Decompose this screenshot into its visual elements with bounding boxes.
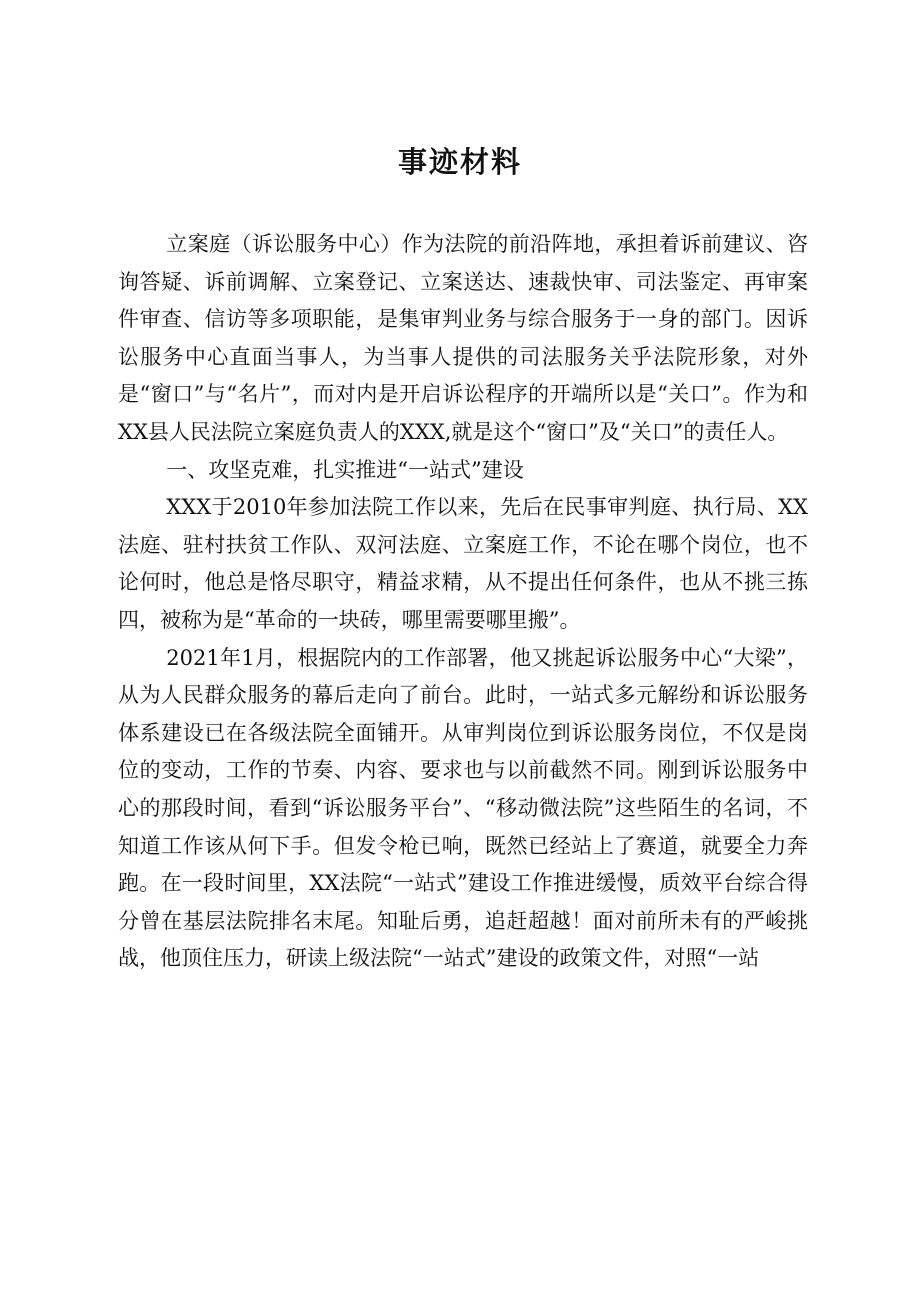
- section-heading-1: 一、攻坚克难，扎实推进“一站式”建设: [166, 457, 524, 482]
- document-body: [118, 226, 808, 978]
- document-title: 事迹材料: [397, 145, 522, 179]
- paragraph-intro: 立案庭（诉讼服务中心）作为法院的前沿阵地，承担着诉前建议、咨询答疑、诉前调解、立案登记、立案送达、速裁快审、司法鉴定、再审案件审查、信访等多项职能，是集审判业务与综合服务于一身的部门。因诉讼服务中心直面当事人，为当事人提供的司法服务关乎法院形象，对外是“窗口”与“名片”，而对内是开启诉讼程序的开端所以是“关口”。作为和XX县人民法院立案庭负责人的XXX,就是这个“窗口”及“关口”的责任人。: [118, 232, 808, 444]
- paragraph-2021: 2021年1月，根据院内的工作部署，他又挑起诉讼服务中心“大梁”，从为人民群众服务的幕后走向了前台。此时，一站式多元解纷和诉讼服务体系建设已在各级法院全面铺开。从审判岗位到诉讼服务岗位，不仅是岗位的变动，工作的节奏、内容、要求也与以前截然不同。刚到诉讼服务中心的那段时间，看到“诉讼服务平台”、“移动微法院”这些陌生的名词，不知道工作该从何下手。但发令枪已响，既然已经站上了赛道，就要全力奔跑。在一段时间里，XX法院“一站式”建设工作推进缓慢，质效平台综合得分曾在基层法院排名末尾。知耻后勇，追赶超越！面对前所未有的严峻挑战，他顶住压力，研读上级法院“一站式”建设的政策文件，对照“一站: [118, 645, 808, 971]
- paragraph-career: XXX于2010年参加法院工作以来，先后在民事审判庭、执行局、XX法庭、驻村扶贫工作队、双河法庭、立案庭工作，不论在哪个岗位，也不论何时，他总是恪尽职守，精益求精，从不提出任何条件，也从不挑三拣四，被称为是“革命的一块砖，哪里需要哪里搬”。: [118, 495, 808, 632]
